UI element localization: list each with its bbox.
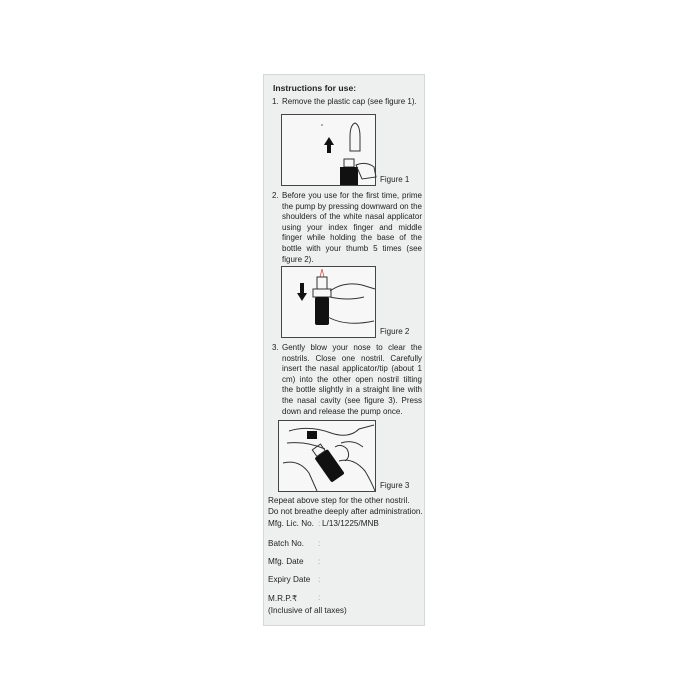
figure-3-label: Figure 3 [380,481,410,490]
figure-3-box [278,420,376,492]
figure-2-box [281,266,376,338]
figure-1-label: Figure 1 [380,175,410,184]
batch-no-label: Batch No. [268,539,304,548]
step-1-number: 1. [272,97,279,106]
expiry-date-colon: : [318,575,321,584]
step-3-text: Gently blow your nose to clear the nostrils. Close one nostril. Carefully insert the nasal applicator/tip (about 1 cm) into the other open nostril tilting the bottle slightly in a straight line with the nasal cavity (see figure 3). Press down and release the pump once. [282,343,422,416]
step-2-number: 2. [272,191,279,200]
mfg-lic-label: Mfg. Lic. No. [268,519,314,528]
expiry-date-label: Expiry Date [268,575,311,584]
mrp-colon: : [318,593,321,602]
mfg-lic-colon: : [318,519,321,528]
mfg-lic-value: L/13/1225/MNB [322,519,379,528]
step-3-number: 3. [272,343,279,352]
mfg-date-colon: : [318,557,321,566]
instruction-panel [263,74,425,626]
figure-1-box [281,114,376,186]
step-1-text: Remove the plastic cap (see figure 1). [282,97,417,106]
tax-note: (Inclusive of all taxes) [268,606,347,615]
mfg-date-label: Mfg. Date [268,557,304,566]
step-2-text: Before you use for the first time, prime the pump by pressing downward on the shoulders of the white nasal applicator using your index finger and middle finger while holding the base of the bottle with your thumb 5 times (see figure 2). [282,191,422,264]
remove-cap-illustration-icon [282,115,377,187]
note-repeat: Repeat above step for the other nostril. [268,496,410,505]
batch-no-colon: : [318,539,321,548]
spray-nostril-illustration-icon [279,421,377,493]
figure-2-label: Figure 2 [380,327,410,336]
note-no-deep-breath: Do not breathe deeply after administration. [268,507,423,516]
instructions-heading: Instructions for use: [273,83,357,93]
mrp-label: M.R.P.₹ [268,594,298,603]
prime-pump-illustration-icon [282,267,377,339]
